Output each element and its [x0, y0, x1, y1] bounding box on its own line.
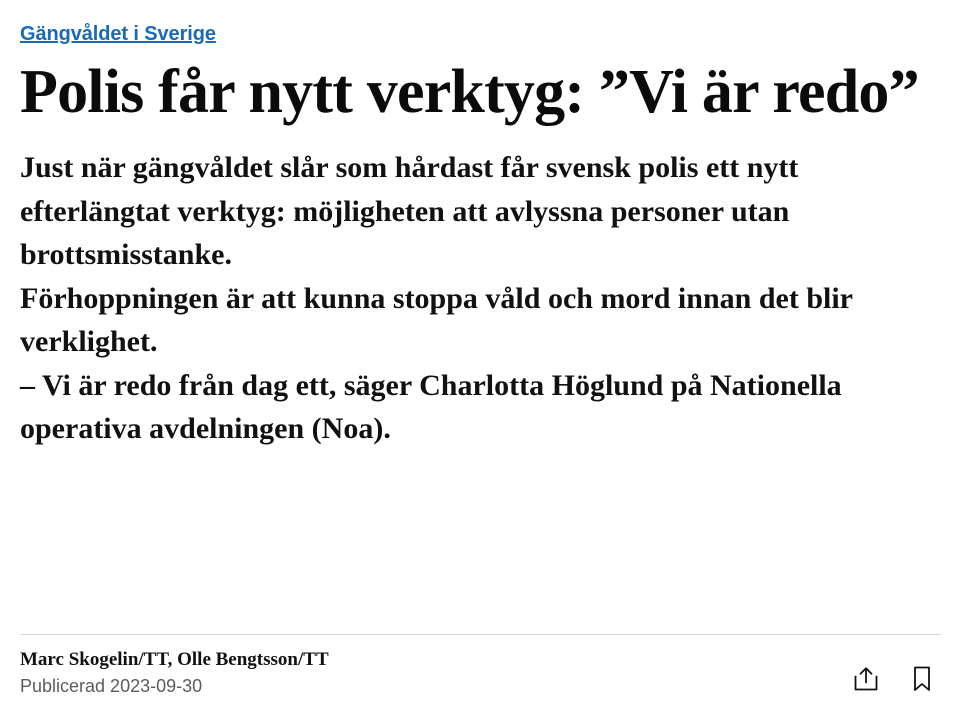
share-icon: [851, 665, 881, 693]
article-published-date: Publicerad 2023-09-30: [20, 676, 203, 697]
lead-paragraph-2: Förhoppningen är att kunna stoppa våld och mord innan det blir verklighet.: [20, 281, 853, 359]
article-kicker-link[interactable]: Gängvåldet i Sverige: [20, 23, 216, 45]
content-spacer: [20, 451, 941, 634]
page-title: Polis får nytt verktyg: ”Vi är redo”: [20, 58, 919, 126]
footer-divider: [20, 634, 941, 635]
bookmark-icon: [909, 664, 935, 694]
article-footer: [20, 649, 941, 720]
article-lead: [20, 146, 941, 451]
article-byline: Marc Skogelin/TT, Olle Bengtsson/TT: [20, 648, 329, 670]
share-button[interactable]: [847, 662, 885, 696]
byline-block: [20, 649, 329, 698]
bookmark-button[interactable]: [903, 662, 941, 696]
lead-paragraph-3: – Vi är redo från dag ett, säger Charlotta Höglund på Nationella operativa avdelningen (Noa).: [20, 368, 842, 446]
lead-paragraph-1: Just när gängvåldet slår som hårdast får svensk polis ett nytt efterlängtat verktyg: möjligheten att avlyssna personer utan brottsmisstanke.: [20, 151, 799, 272]
article-actions: [847, 662, 941, 698]
